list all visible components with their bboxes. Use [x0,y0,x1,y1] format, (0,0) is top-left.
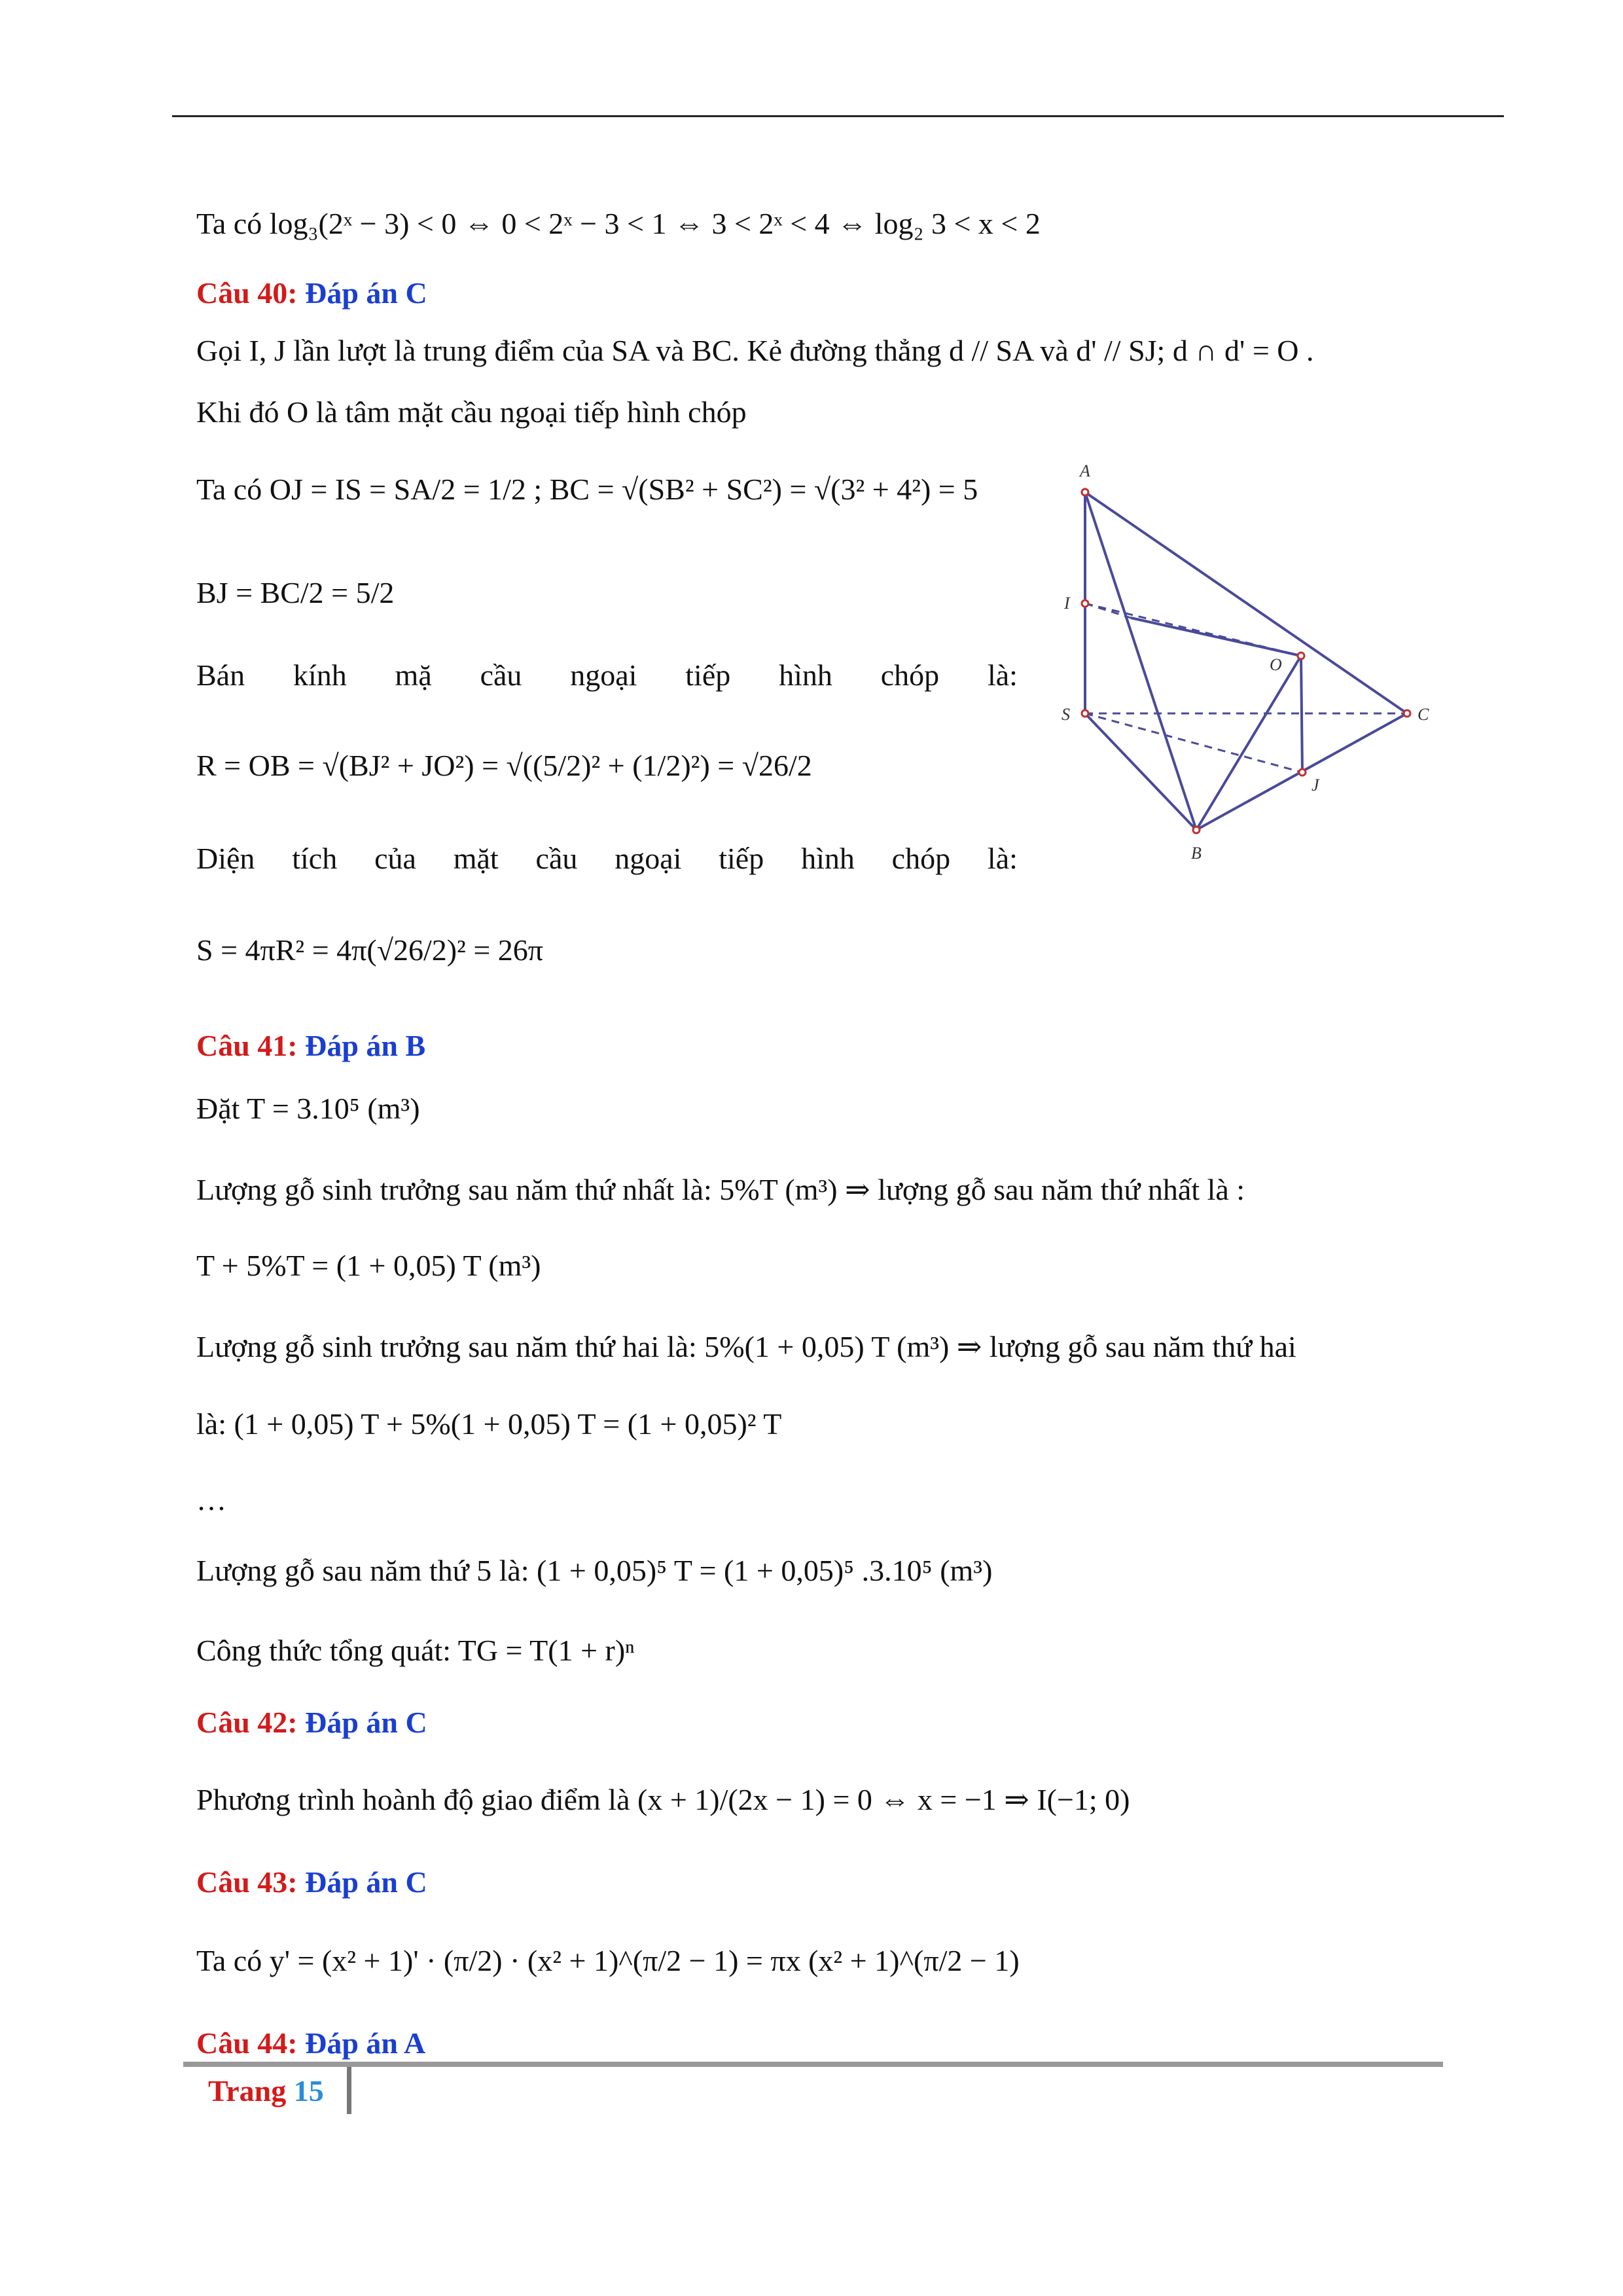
q40-area-formula: S = 4πR² = 4π(√26/2)² = 26π [196,933,544,967]
footer-rule [183,2062,1443,2067]
q41-line-7: Lượng gỗ sau năm thứ 5 là: (1 + 0,05)⁵ T = (1 + 0,05)⁵ .3.10⁵ (m³) [196,1554,993,1587]
q40-area-caption: Diện tích của mặt cầu ngoại tiếp hình chóp là: [196,842,1018,875]
q41-title: Câu 41: [196,1029,298,1062]
q40-heading [196,274,427,313]
point-C [1404,710,1410,717]
q41-line-2: Lượng gỗ sinh trưởng sau năm thứ nhất là: 5%T (m³) ⇒ lượng gỗ sau năm thứ nhất là : [196,1173,1245,1206]
page-number: 15 [293,2074,324,2108]
q41-line-5: là: (1 + 0,05) T + 5%(1 + 0,05) T = (1 + 0,05)² T [196,1407,782,1441]
footer-divider [347,2067,351,2114]
edge-OB [1196,656,1301,830]
q43-heading [196,1863,427,1902]
q40-answer: Đáp án C [305,276,427,310]
q44-heading [196,2024,425,2063]
q40-text-2: Khi đó O là tâm mặt cầu ngoại tiếp hình chóp [196,395,747,429]
q41-line-4: Lượng gỗ sinh trưởng sau năm thứ hai là: 5%(1 + 0,05) T (m³) ⇒ lượng gỗ sau năm thứ hai [196,1330,1296,1363]
q41-line-3: T + 5%T = (1 + 0,05) T (m³) [196,1249,541,1282]
q41-line-8: Công thức tổng quát: TG = T(1 + r)ⁿ [196,1634,635,1667]
edge-SB [1085,713,1196,830]
edge-OJ [1301,656,1302,772]
q42-answer: Đáp án C [305,1706,427,1739]
label-C: C [1418,705,1429,724]
q40-bj-formula: BJ = BC/2 = 5/2 [196,576,395,609]
point-I [1082,600,1088,607]
point-S [1082,710,1088,717]
q40-radius-caption: Bán kính mặ cầu ngoại tiếp hình chóp là: [196,658,1018,692]
header-rule [172,115,1504,117]
q40-title: Câu 40: [196,276,298,310]
label-S: S [1061,705,1070,724]
q44-title: Câu 44: [196,2026,298,2060]
q41-heading [196,1026,425,1066]
q40-oj-formula: Ta có OJ = IS = SA/2 = 1/2 ; BC = √(SB² + SC²) = √(3² + 4²) = 5 [196,473,978,506]
label-O: O [1270,655,1282,674]
q41-line-6: … [196,1483,226,1516]
edge-SJ [1085,713,1302,772]
footer-label: Trang [208,2074,287,2108]
edge-AB [1085,492,1196,830]
point-B [1193,827,1200,833]
q44-answer: Đáp án A [305,2026,426,2060]
q41-line-1: Đặt T = 3.10⁵ (m³) [196,1092,420,1125]
q42-title: Câu 42: [196,1706,298,1739]
q42-line-1: Phương trình hoành độ giao điểm là (x + 1)/(2x − 1) = 0 ⇔ x = −1 ⇒ I(−1; 0) [196,1783,1130,1816]
q41-answer: Đáp án B [305,1029,426,1062]
label-B: B [1191,844,1202,863]
label-J: J [1311,776,1319,795]
q40-text-1: Gọi I, J lần lượt là trung điểm của SA và BC. Kẻ đường thẳng d // SA và d' // SJ; d ∩ d' = O . [196,334,1314,367]
point-J [1299,769,1306,776]
pyramid-figure [1047,452,1453,877]
q43-answer: Đáp án C [305,1865,427,1899]
edge-AC [1085,492,1407,713]
point-O [1298,653,1304,659]
label-I: I [1064,594,1070,613]
q42-heading [196,1703,427,1742]
q40-radius-formula: R = OB = √(BJ² + JO²) = √((5/2)² + (1/2)²) = √26/2 [196,749,812,782]
q43-line-1: Ta có y' = (x² + 1)' · (π/2) · (x² + 1)^(π/2 − 1) = πx (x² + 1)^(π/2 − 1) [196,1944,1020,1977]
log-inequality-line: Ta có log₃(2ˣ − 3) < 0 ⇔ 0 < 2ˣ − 3 < 1 ⇔ 3 < 2ˣ < 4 ⇔ log₂ 3 < x < 2 [196,207,1041,240]
q43-title: Câu 43: [196,1865,298,1899]
point-A [1082,489,1088,495]
page-footer [208,2073,324,2108]
label-A: A [1080,461,1090,480]
